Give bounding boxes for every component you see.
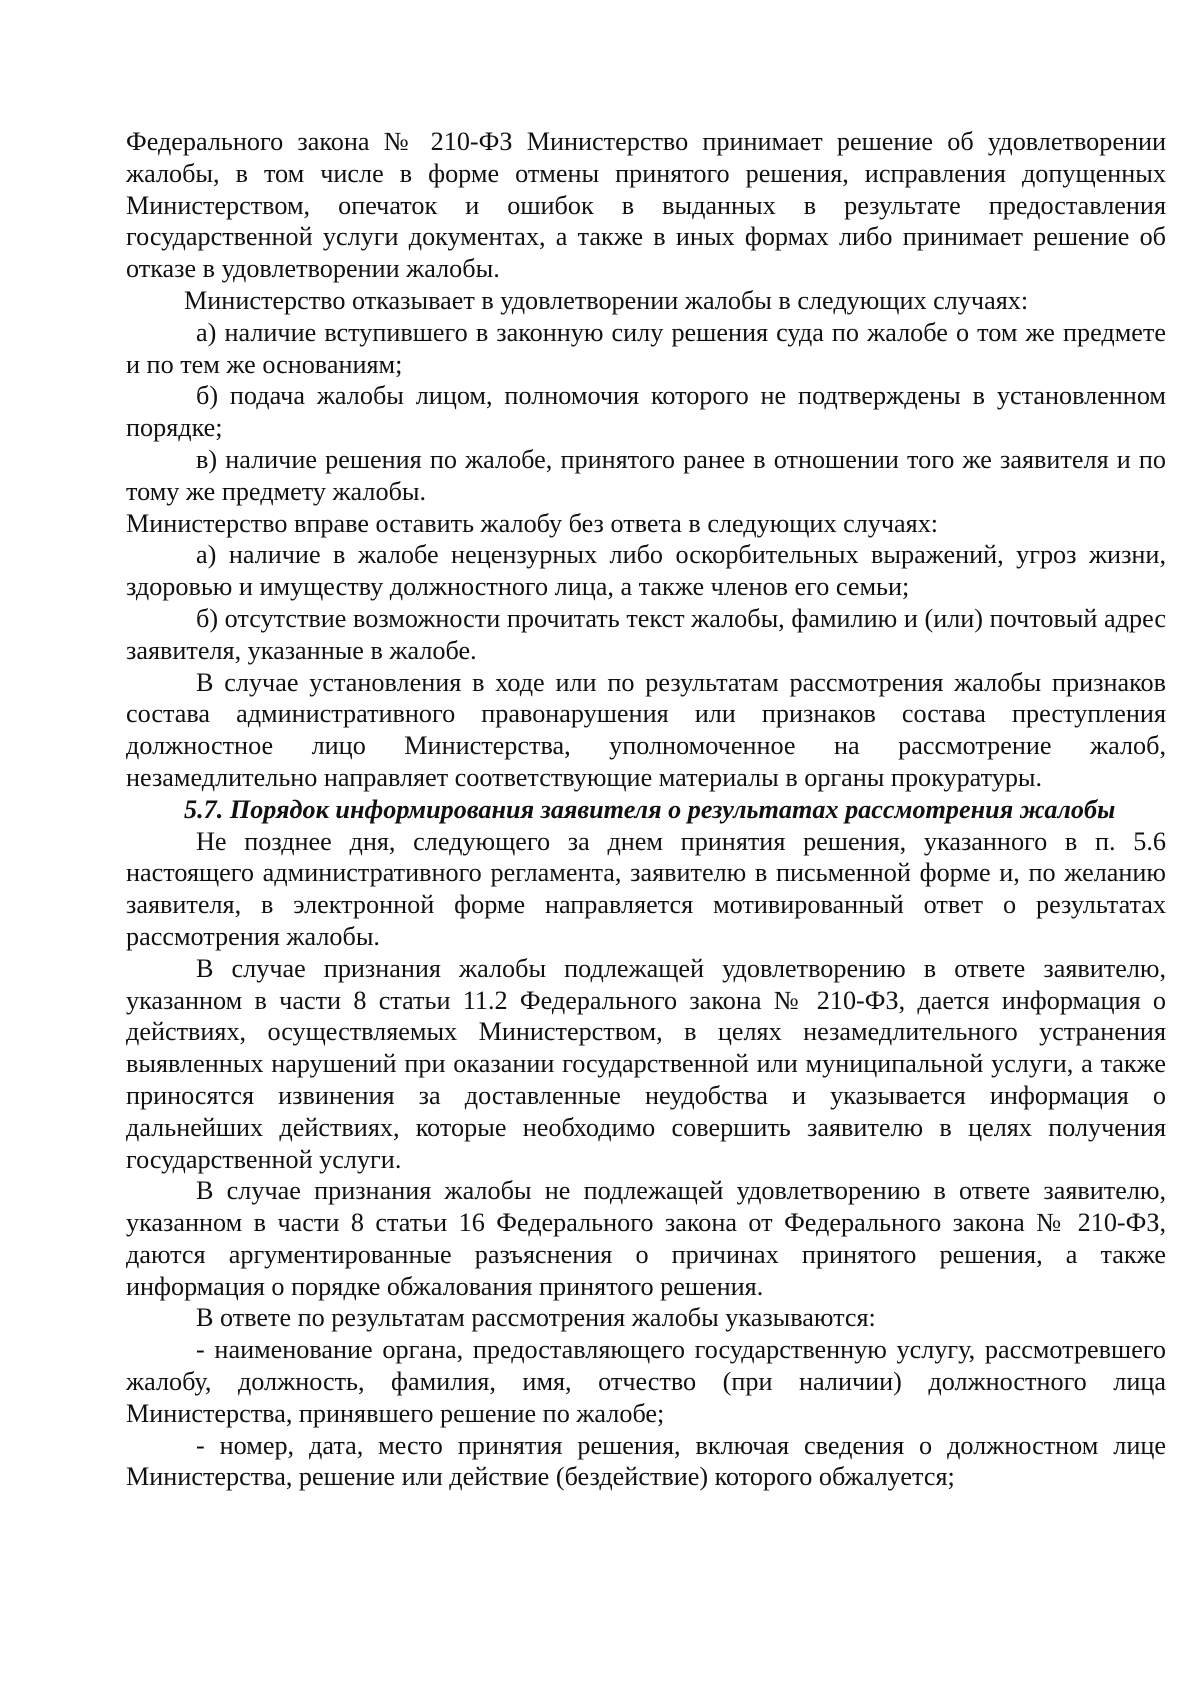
paragraph-no-answer-intro: Министерство вправе оставить жалобу без ответа в следующих случаях: (126, 508, 939, 538)
list-item-refusal-a: а) наличие вступившего в законную силу решения суда по жалобе о том же предмете и по тем же основаниям; (126, 317, 1166, 379)
paragraph-continuation: Федерального закона № 210-ФЗ Министерство принимает решение об удовлетворении жалобы, в том числе в форме отмены принятого решения, исправления допущенных Министерством, опечаток и ошибок в выданных в результате предоставления государственной услуги документах, а также в иных формах либо принимает решение об отказе в удовлетворении жалобы. (126, 127, 1166, 284)
list-item-refusal-b: б) подача жалобы лицом, полномочия которого не подтверждены в установленном порядке; (126, 381, 1166, 443)
section-heading-5-7: 5.7. Порядок информирования заявителя о результатах рассмотрения жалобы (184, 794, 1116, 824)
paragraph-refusal-intro: Министерство отказывает в удовлетворении жалобы в следующих случаях: (184, 285, 1029, 315)
document-page (126, 126, 1166, 1493)
list-item-no-answer-a: а) наличие в жалобе нецензурных либо оскорбительных выражений, угроз жизни, здоровью и имуществу должностного лица, а также членов его семьи; (126, 540, 1166, 602)
paragraph-prosecution: В случае установления в ходе или по результатам рассмотрения жалобы признаков состава административного правонарушения или признаков состава преступления должностное лицо Министерства, уполномоченное на рассмотрение жалоб, незамедлительно направляет соответствующие материалы в органы прокуратуры. (126, 667, 1166, 792)
paragraph-complaint-rejected: В случае признания жалобы не подлежащей удовлетворению в ответе заявителю, указанном в части 8 статьи 16 Федерального закона от Федерального закона № 210-ФЗ, даются аргументированные разъяснения о причинах принятого решения, а также информация о порядке обжалования принятого решения. (126, 1176, 1166, 1301)
list-item-no-answer-b: б) отсутствие возможности прочитать текст жалобы, фамилию и (или) почтовый адрес заявителя, указанные в жалобе. (126, 603, 1166, 665)
list-item-response-organ: - наименование органа, предоставляющего государственную услугу, рассмотревшего жалобу, должность, фамилия, имя, отчество (при наличии) должностного лица Министерства, принявшего решение по жалобе; (126, 1335, 1166, 1428)
list-item-response-number: - номер, дата, место принятия решения, включая сведения о должностном лице Министерства, решение или действие (бездействие) которого обжалуется; (126, 1430, 1166, 1492)
paragraph-response-contents-intro: В ответе по результатам рассмотрения жалобы указываются: (196, 1303, 876, 1333)
list-item-refusal-c: в) наличие решения по жалобе, принятого ранее в отношении того же заявителя и по тому же предмету жалобы. (126, 444, 1166, 506)
paragraph-response-deadline: Не позднее дня, следующего за днем принятия решения, указанного в п. 5.6 настоящего административного регламента, заявителю в письменной форме и, по желанию заявителя, в электронной форме направляется мотивированный ответ о результатах рассмотрения жалобы. (126, 826, 1166, 951)
paragraph-complaint-satisfied: В случае признания жалобы подлежащей удовлетворению в ответе заявителю, указанном в части 8 статьи 11.2 Федерального закона № 210-ФЗ, дается информация о действиях, осуществляемых Министерством, в целях незамедлительного устранения выявленных нарушений при оказании государственной или муниципальной услуги, а также приносятся извинения за доставленные неудобства и указывается информация о дальнейших действиях, которые необходимо совершить заявителю в целях получения государственной услуги. (126, 953, 1166, 1174)
